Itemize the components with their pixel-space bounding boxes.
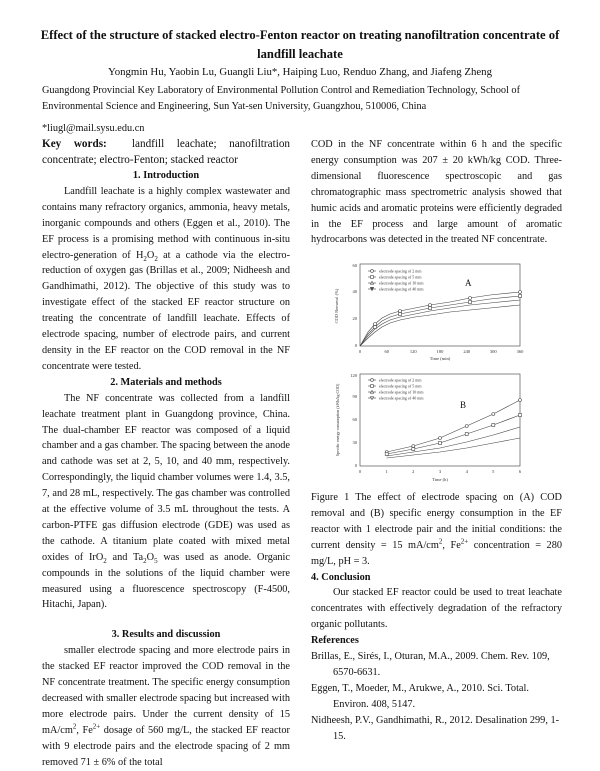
panel-b-ytick: 120 — [350, 373, 357, 378]
panel-b-xtick: 1 — [385, 469, 388, 474]
title-line-2: landfill leachate — [257, 47, 343, 61]
panel-b-legend: electrode spacing of 10 mm — [379, 389, 424, 395]
spacer — [42, 613, 290, 627]
panel-b-xtick: 4 — [465, 469, 468, 474]
panel-a-xtick: 0 — [358, 349, 362, 354]
reference-item: Eggen, T., Moeder, M., Arukwe, A., 2010. Sci. Total. Environ. 408, 5147. — [311, 682, 529, 710]
figure-panel-a — [330, 258, 530, 363]
reference-item: Brillas, E., Sirés, I., Oturan, M.A., 2009. Chem. Rev. 109, 6570-6631. — [311, 651, 550, 678]
panel-b-legend: electrode spacing of 40 mm — [379, 395, 424, 401]
heading-results: 3. Results and discussion — [111, 629, 221, 641]
panel-b-xtick: 3 — [438, 469, 442, 474]
heading-introduction: 1. Introduction — [132, 170, 200, 181]
figure-caption: Figure 1 The effect of electrode spacing on (A) COD removal and (B) specific energy consumption in the EF reactor with 1 electrode pair and the initial conditions: the current density = 15 $mA/cm^2$, $Fe^{2+}$ concentration = 280 mg/L, pH = 3. — [311, 492, 562, 567]
panel-b-xtick: 0 — [358, 469, 362, 474]
panel-a-legend: electrode spacing of 2 mm — [379, 268, 422, 274]
panel-a-xtick: 360 — [516, 349, 524, 354]
panel-a-ylabel: COD Removal (%) — [334, 288, 339, 324]
conclusion-paragraph: Our stacked EF reactor could be used to treat leachate concentrates with effectively degradation of the refractory organic pollutants. — [311, 587, 562, 631]
panel-a-xtick: 180 — [436, 349, 444, 354]
panel-b-xtick: 2 — [412, 469, 415, 474]
panel-b-ylabel: Specific energy consumption (kWh/kg COD) — [335, 383, 340, 457]
affiliation: Guangdong Provincial Key Laboratory of Environmental Pollution Control and Remediation Technology, School of Environmental Science and Engineering, Sun Yat-sen University, Guangzhou, 510006, China — [42, 85, 521, 112]
panel-a-ytick: 0 — [354, 343, 357, 348]
panel-a-xtick: 240 — [463, 349, 471, 354]
panel-b-legend: electrode spacing of 5 mm — [379, 383, 422, 389]
reference-item: Nidheesh, P.V., Gandhimathi, R., 2012. Desalination 299, 1-15. — [311, 714, 560, 742]
panel-a-legend: electrode spacing of 40 mm — [379, 286, 424, 292]
panel-b-ytick: 0 — [354, 463, 357, 468]
intro-paragraph: Landfill leachate is a highly complex wastewater and contains many refractory organics, ammonia, heavy metals, inorganic compounds and others (Eggen et al., 2010). The EF process is a promising method with continuous in-situ electro-generation of $H_2O_2$ at a cathode via the electro-reduction of oxygen gas (Brillas et al., 2009; Nidheesh and Gandhimathi, 2012). The objective of this study was to investigate effect of the stacked EF reactor structure on treating the concentrate of landfill leachate. Effects of electrode spacing, number of electrode pairs, and current density in the EF reactor on the COD removal in the NF concentrate were tested. — [42, 185, 290, 372]
panel-a-ytick: 40 — [352, 289, 357, 294]
panel-b-label: B — [460, 400, 467, 410]
panel-b-xtick: 5 — [492, 469, 495, 474]
methods-paragraph: The NF concentrate was collected from a landfill leachate treatment plant in Guangdong province, China. The dual-chamber EF reactor was composed of a liquid chamber and a gas chamber. The spacing between the anode and cathode was set at 2, 5, 10, and 40 mm, respectively. Correspondingly, the liquid chamber volumes were 1.4, 3.5, 7, and 28 mL, respectively. The gas chamber was controlled at the effective volume of 3.5 mL throughout the tests. A carbon-PTFE gas diffusion electrode (GDE) was used as the cathode. A titanium plate coated with mixed metal oxides of IrO$_2$ and $Ta_2O_5$ was used as anode. Organic compounds in the solutions of the liquid chamber were measured using a fluorescence spectroscopy (F-4500, Hitachi, Japan). — [42, 392, 290, 611]
heading-methods: 2. Materials and methods — [110, 376, 222, 388]
results-paragraph: smaller electrode spacing and more electrode pairs in the stacked EF reactor improved the COD removal in the NF concentrate treatment. The specific energy consumption decreased with smaller electrode spacing but increased with more electrode pairs. Under the current density of 15 $mA/cm^2$, $Fe^{2+}$ dosage of 560 mg/L, the stacked EF reactor with 9 electrode pairs and the electrode spacing of 2 mm removed 71 ± 6% of the total — [42, 645, 290, 768]
panel-a-legend: electrode spacing of 5 mm — [379, 274, 422, 280]
paper-title — [30, 26, 570, 64]
panel-a-xtick: 60 — [384, 349, 389, 354]
title-line-1: Effect of the structure of stacked electro-Fenton reactor on treating nanofiltration concentrate of — [40, 28, 560, 42]
panel-a-ytick: 60 — [352, 263, 357, 268]
panel-a-legend: electrode spacing of 10 mm — [379, 280, 424, 286]
panel-a-xtick: 120 — [409, 349, 417, 354]
heading-references: References — [311, 635, 359, 647]
panel-b-ytick: 60 — [352, 417, 357, 422]
panel-b-legend: electrode spacing of 2 mm — [379, 377, 422, 383]
email: *liugl@mail.sysu.edu.cn — [42, 123, 145, 134]
panel-b-curves — [387, 400, 520, 458]
keywords-text: landfill leachate; nanofiltration concentrate; electro-Fenton; stacked reactor — [42, 138, 291, 166]
panel-a-ytick: 20 — [352, 316, 357, 321]
panel-b-ytick: 30 — [352, 440, 357, 445]
panel-b-xtick: 6 — [518, 469, 522, 474]
panel-a-xtick: 300 — [489, 349, 497, 354]
authors: Yongmin Hu, Yaobin Lu, Guangli Liu*, Haiping Luo, Renduo Zhang, and Jiafeng Zheng — [108, 66, 492, 78]
heading-conclusion: 4. Conclusion — [311, 571, 371, 583]
panel-b-xlabel: Time (h) — [432, 477, 448, 482]
panel-a-label: A — [465, 278, 472, 288]
keywords — [42, 137, 290, 168]
results-continued: COD in the NF concentrate within 6 h and the specific energy consumption was 207 ± 20 kWh/kg COD. Three-dimensional fluorescence spectroscopic and gas chromatographic mass spectrometric analysis showed that humic acids and aromatic proteins were efficiently degraded in the EF process and large amount of aromatic hydrocarbons was detected in the treated NF concentrate. — [311, 139, 562, 246]
left-column — [42, 137, 290, 771]
keywords-label: Key words: — [42, 138, 107, 150]
right-column-top — [311, 137, 562, 248]
panel-b-ytick: 90 — [352, 394, 357, 399]
figure-panel-b — [330, 368, 530, 486]
panel-a-xlabel: Time (min) — [429, 356, 451, 361]
panel-a-curves — [360, 292, 520, 346]
right-column-bottom — [311, 490, 562, 745]
